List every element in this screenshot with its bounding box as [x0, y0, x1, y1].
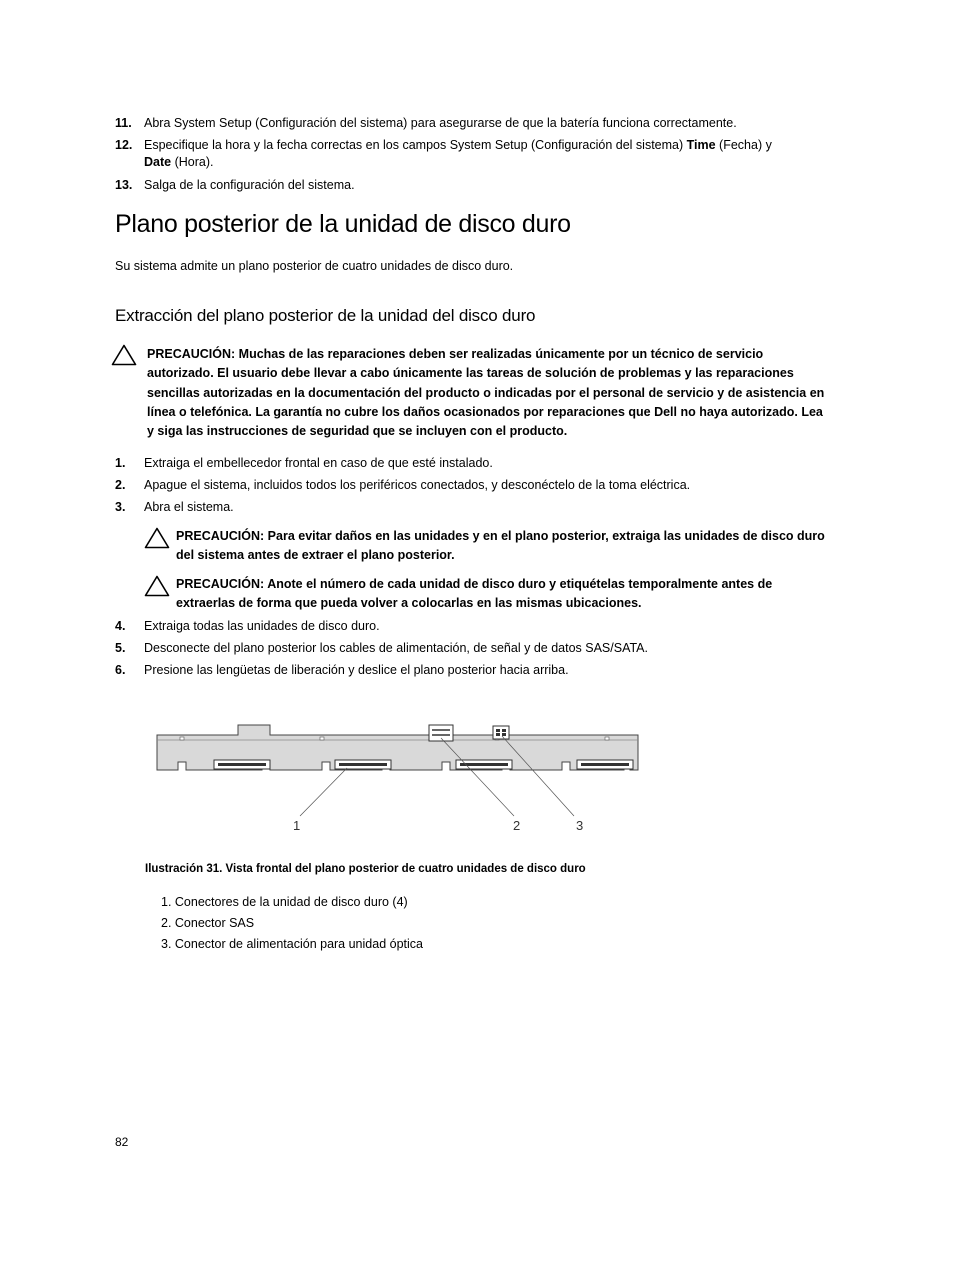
step-text: Salga de la configuración del sistema. — [144, 178, 355, 192]
caution-line: PRECAUCIÓN: Para evitar daños en las unidades y en el plano posterior, extraiga las unidades de disco duro — [176, 529, 825, 543]
step-text: Presione las lengüetas de liberación y deslice el plano posterior hacia arriba. — [144, 663, 569, 677]
step-number: 12. — [115, 138, 133, 152]
legend-item: 2. Conector SAS — [161, 916, 255, 930]
step-11 — [115, 115, 815, 132]
callout-1: 1 — [293, 818, 301, 833]
step-number: 3. — [115, 500, 126, 514]
caution-line: PRECAUCIÓN: Muchas de las reparaciones deben ser realizadas únicamente por un técnico de servicio — [147, 347, 764, 361]
caution-line: del sistema antes de extraer el plano posterior. — [176, 548, 455, 563]
step-text: Extraiga el embellecedor frontal en caso de que esté instalado. — [144, 456, 493, 470]
step-1 — [115, 455, 815, 472]
step-text: Apague el sistema, incluidos todos los periféricos conectados, y desconéctelo de la toma eléctrica. — [144, 478, 691, 492]
warning-triangle-icon — [144, 527, 170, 549]
optical-power-connector — [493, 726, 509, 739]
legend-item: 3. Conector de alimentación para unidad óptica — [161, 937, 423, 951]
caution-line: autorizado. El usuario debe llevar a cabo únicamente las tareas de solución de problemas y las reparaciones — [147, 366, 794, 381]
drive-connector — [456, 760, 512, 769]
caution-line: y siga las instrucciones de seguridad que se incluyen con el producto. — [147, 424, 568, 439]
legend-item: 1. Conectores de la unidad de disco duro (4) — [161, 895, 408, 909]
step-text-part: Especifique la hora y la fecha correctas en los campos System Setup (Configuración del sistema) — [144, 138, 687, 152]
step-text: Abra el sistema. — [144, 500, 234, 514]
drive-connector — [577, 760, 633, 769]
step-number: 1. — [115, 456, 126, 470]
step-6 — [115, 662, 815, 679]
caution-line: sencillas autorizadas en la documentación del producto o indicadas por el personal de servicio y de asistencia en — [147, 385, 825, 400]
step-text: Desconecte del plano posterior los cables de alimentación, de señal y de datos SAS/SATA. — [144, 641, 648, 655]
step-text — [144, 137, 815, 171]
drive-connector — [335, 760, 391, 769]
figure-caption: Ilustración 31. Vista frontal del plano posterior de cuatro unidades de disco duro — [145, 863, 586, 875]
caution-line: línea o telefónica. La garantía no cubre los daños ocasionados por reparaciones que Dell no haya autorizado. Lea — [147, 404, 823, 419]
step-text: Extraiga todas las unidades de disco duro. — [144, 619, 380, 633]
warning-triangle-icon — [111, 344, 137, 366]
backplane-figure — [150, 718, 650, 843]
date-field-name: Date — [144, 155, 172, 169]
step-text: Abra System Setup (Configuración del sistema) para asegurarse de que la batería funciona correctamente. — [144, 116, 737, 130]
page-number: 82 — [115, 1135, 129, 1149]
callout-3: 3 — [576, 818, 584, 833]
step-3 — [115, 499, 815, 516]
step-number: 4. — [115, 619, 126, 633]
warning-triangle-icon — [144, 575, 170, 597]
time-field-name: Time — [686, 138, 716, 152]
step-number: 2. — [115, 478, 126, 492]
caution-line: PRECAUCIÓN: Anote el número de cada unidad de disco duro y etiquételas temporalmente antes de — [176, 577, 773, 591]
step-number: 5. — [115, 641, 126, 655]
drive-connector — [214, 760, 270, 769]
caution-main — [147, 345, 827, 441]
step-number: 11. — [115, 116, 132, 130]
callout-2: 2 — [513, 818, 521, 833]
sas-connector — [429, 725, 453, 741]
caution-line: extraerlas de forma que pueda volver a colocarlas en las mismas ubicaciones. — [176, 596, 642, 611]
step-text-part: (Hora). — [171, 155, 214, 169]
intro-paragraph: Su sistema admite un plano posterior de cuatro unidades de disco duro. — [115, 259, 514, 273]
caution-label-drives — [176, 575, 826, 614]
step-2 — [115, 477, 815, 494]
step-13 — [115, 177, 815, 194]
subsection-heading: Extracción del plano posterior de la unidad del disco duro — [115, 306, 536, 325]
step-text-part: (Fecha) y — [715, 138, 772, 152]
step-5 — [115, 640, 815, 657]
step-number: 13. — [115, 178, 133, 192]
section-heading: Plano posterior de la unidad de disco duro — [115, 210, 571, 238]
caution-drives — [176, 527, 826, 566]
step-4 — [115, 618, 815, 635]
step-number: 6. — [115, 663, 126, 677]
step-12 — [115, 137, 815, 171]
backplane-illustration — [150, 718, 650, 838]
